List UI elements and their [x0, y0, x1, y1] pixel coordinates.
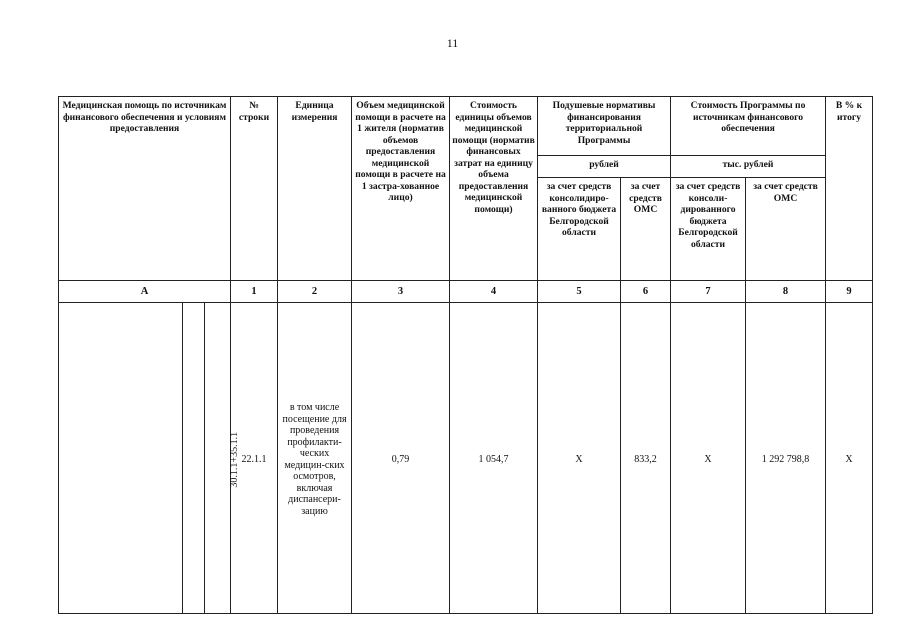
budget-table — [58, 96, 873, 614]
column-number-1: 1 — [231, 281, 278, 303]
column-number-4: 4 — [450, 281, 538, 303]
header-col-8: за счет средств ОМС — [746, 178, 826, 281]
header-col-5: за счет средств консолидиро-ванного бюджета Белгородской области — [538, 178, 621, 281]
column-number-a: А — [59, 281, 231, 303]
row-line-number: 22.1.1 — [231, 303, 278, 614]
row-budget-total: Х — [671, 303, 746, 614]
header-col-1: № строки — [231, 97, 278, 281]
header-col-3: Объем медицинской помощи в расчете на 1 жителя (норматив объемов предоставления медицинской помощи в расчете на 1 застра-хованное лицо) — [352, 97, 450, 281]
row-percent: Х — [826, 303, 873, 614]
column-number-5: 5 — [538, 281, 621, 303]
row-volume: 0,79 — [352, 303, 450, 614]
column-number-8: 8 — [746, 281, 826, 303]
header-program-cost-group: Стоимость Программы по источникам финансового обеспечения — [671, 97, 826, 156]
row-rotated-ref-cell — [205, 303, 241, 614]
header-col-7: за счет средств консоли-дированного бюджета Белгородской области — [671, 178, 746, 281]
row-budget-per-capita: Х — [538, 303, 621, 614]
header-col-6: за счет средств ОМС — [621, 178, 671, 281]
header-col-9: В % к итогу — [826, 97, 873, 281]
row-unit: в том числе посещение для проведения профилакти-ческих медицин-ских осмотров, включая диспансери-зацию — [278, 303, 352, 614]
header-unit-rubles: рублей — [538, 156, 671, 178]
page-number: 11 — [446, 36, 459, 50]
column-number-9: 9 — [826, 281, 873, 303]
column-number-row — [59, 281, 873, 303]
column-number-6: 6 — [621, 281, 671, 303]
header-col-2: Единица измерения — [278, 97, 352, 281]
row-unit-cost: 1 054,7 — [450, 303, 538, 614]
header-row-1 — [59, 97, 873, 156]
header-col-4: Стоимость единицы объемов медицинской помощи (норматив финансовых затрат на единицу объема предоставления медицинской помощи) — [450, 97, 538, 281]
table-row — [59, 303, 873, 614]
row-oms-total: 1 292 798,8 — [746, 303, 826, 614]
row-blank-cell-narrow — [183, 303, 205, 614]
column-number-2: 2 — [278, 281, 352, 303]
row-rotated-ref: 30.1.1+35.1.1 — [229, 431, 241, 488]
header-unit-thousand-rubles: тыс. рублей — [671, 156, 826, 178]
header-col-a: Медицинская помощь по источникам финансового обеспечения и условиям предоставления — [59, 97, 231, 281]
column-number-3: 3 — [352, 281, 450, 303]
header-per-capita-group: Подушевые нормативы финансирования территориальной Программы — [538, 97, 671, 156]
column-number-7: 7 — [671, 281, 746, 303]
row-oms-per-capita: 833,2 — [621, 303, 671, 614]
row-blank-cell — [59, 303, 183, 614]
